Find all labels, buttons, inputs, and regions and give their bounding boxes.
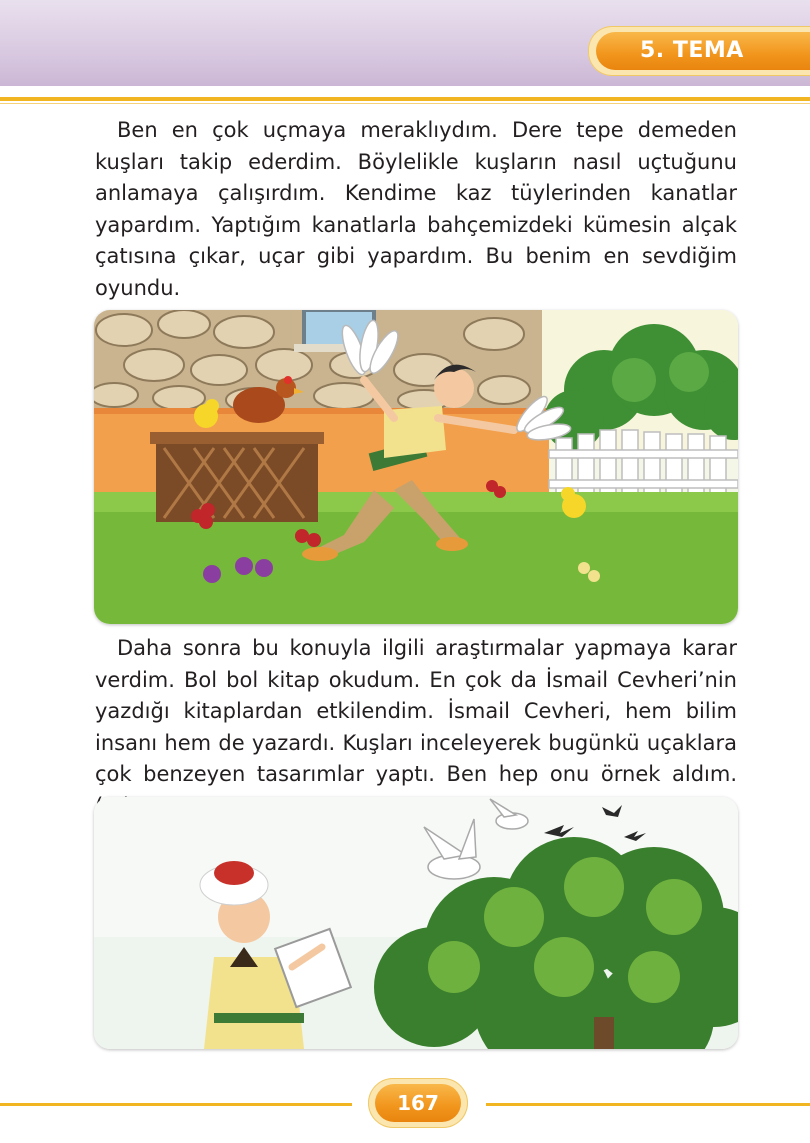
header-divider-thin bbox=[0, 103, 810, 104]
illustration-scholar-drawing-birds bbox=[94, 797, 738, 1049]
page-number: 167 bbox=[375, 1084, 461, 1122]
illustration-boy-with-feather-wings bbox=[94, 310, 738, 624]
header-divider bbox=[0, 97, 810, 101]
theme-label: 5. TEMA bbox=[596, 32, 810, 70]
footer-rule-left bbox=[0, 1103, 352, 1106]
paragraph-1: Ben en çok uçmaya meraklıydım. Dere tepe demeden kuşları takip ederdim. Böylelikle kuşların nasıl uçtuğunu anlamaya çalışırdım. Kendime kaz tüylerinden kanatlar yapardım. Yaptığım kanatlarla bahçemizdeki kümesin alçak çatısına çıkar, uçar gibi yapardım. Bu benim en sevdiğim oyundu. bbox=[95, 118, 737, 300]
paragraph-2: Daha sonra bu konuyla ilgili araştırmalar yapmaya karar verdim. Bol bol kitap okudum. En çok da İsmail Cevheri’nin yazdığı kitaplardan etkilendim. İsmail Cevheri, hem bilim insanı hem de yazardı. Kuşları inceleyerek bugünkü uçaklara çok benzeyen tasarımlar yaptı. Ben hep onu örnek aldım. bbox=[95, 636, 737, 786]
footer-rule-right bbox=[486, 1103, 810, 1106]
